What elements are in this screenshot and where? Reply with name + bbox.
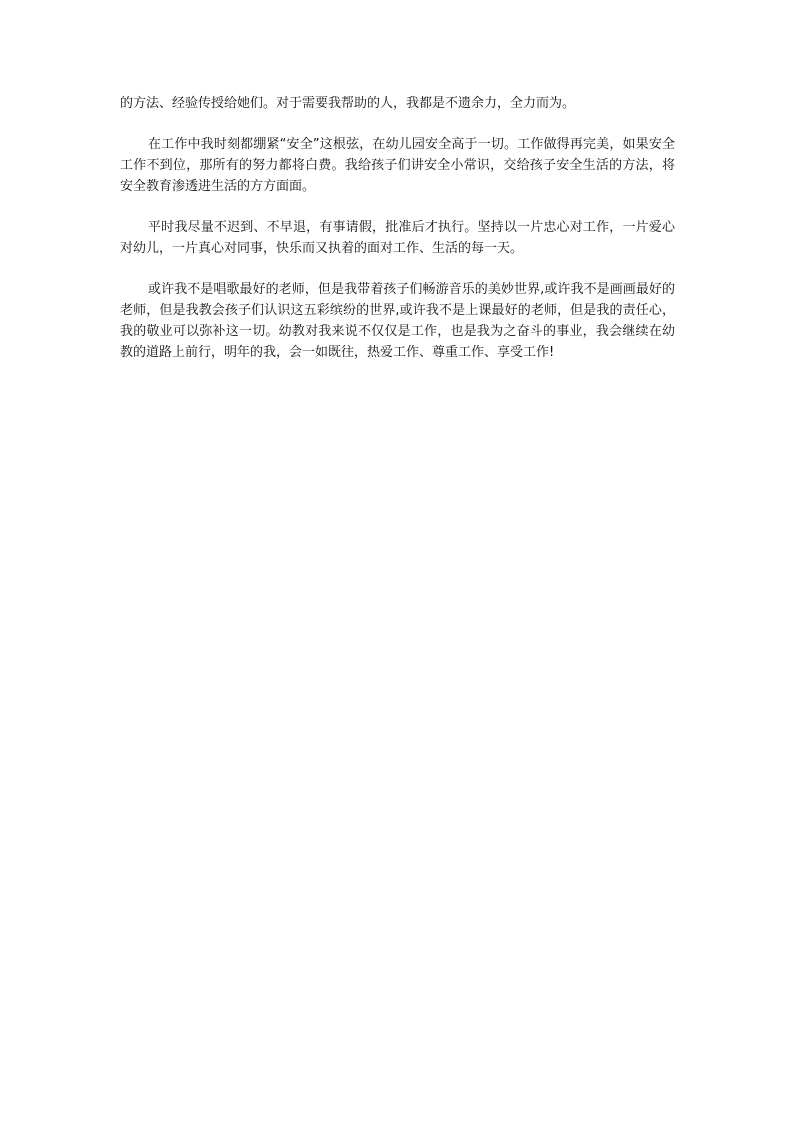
paragraph-attendance: 平时我尽量不迟到、不早退，有事请假，批准后才执行。坚持以一片忠心对工作，一片爱心对幼儿，一片真心对同事，快乐而又执着的面对工作、生活的每一天。	[120, 220, 675, 256]
paragraph-continuation: 的方法、经验传授给她们。对于需要我帮助的人，我都是不遗余力，全力而为。	[120, 96, 576, 111]
document-body	[120, 93, 675, 383]
paragraph-closing: 或许我不是唱歌最好的老师，但是我带着孩子们畅游音乐的美妙世界,或许我不是画画最好的老师，但是我教会孩子们认识这五彩缤纷的世界,或许我不是上课最好的老师，但是我的责任心，我的敬业可以弥补这一切。幼教对我来说不仅仅是工作，也是我为之奋斗的事业，我会继续在幼教的道路上前行，明年的我，会一如既往，热爱工作、尊重工作、享受工作!	[120, 282, 675, 360]
paragraph-safety: 在工作中我时刻都绷紧“安全”这根弦，在幼儿园安全高于一切。工作做得再完美，如果安全工作不到位，那所有的努力都将白费。我给孩子们讲安全小常识，交给孩子安全生活的方法，将安全教育渗透进生活的方方面面。	[120, 137, 675, 194]
